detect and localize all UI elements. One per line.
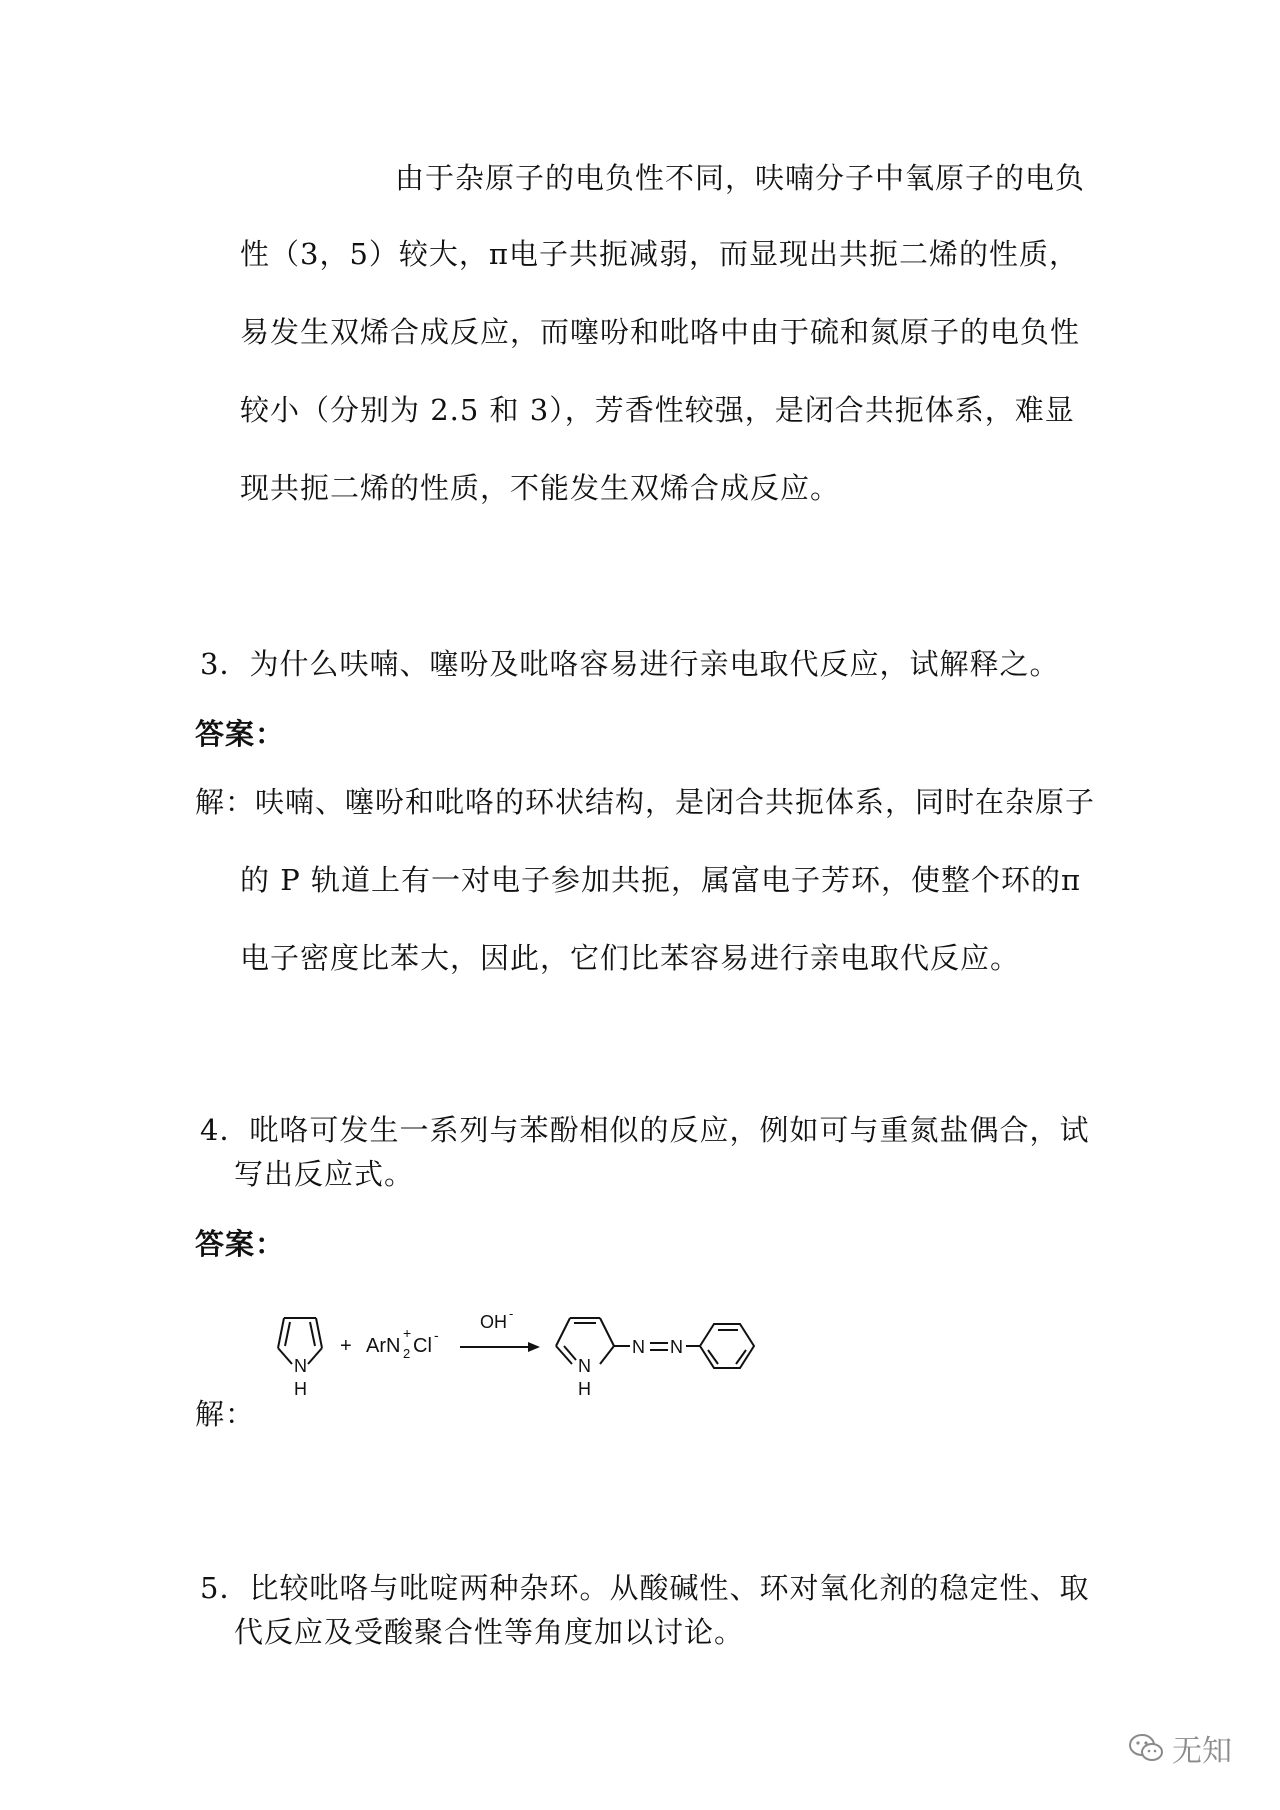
paragraph-line-4: 较小（分别为 2.5 和 3），芳香性较强，是闭合共扼体系，难显 bbox=[240, 393, 1075, 427]
paragraph-line-3: 易发生双烯合成反应，而噻吩和吡咯中由于硫和氮原子的电负性 bbox=[240, 315, 1081, 349]
paragraph-line-1: 由于杂原子的电负性不同，呋喃分子中氧原子的电负 bbox=[395, 161, 1086, 195]
pyrrole-n-label: N bbox=[294, 1356, 307, 1376]
product-n-label: N bbox=[578, 1356, 591, 1376]
question-3: 3．为什么呋喃、噻吩及吡咯容易进行亲电取代反应，试解释之。 bbox=[200, 647, 1060, 681]
azo-n2-label: N bbox=[670, 1337, 683, 1357]
diazonium-anion: Cl bbox=[413, 1335, 432, 1357]
reaction-condition-sup: - bbox=[509, 1306, 514, 1321]
paragraph-line-2: 性（3，5）较大，π电子共扼减弱，而显现出共扼二烯的性质， bbox=[240, 237, 1079, 271]
answer-3-line-3: 电子密度比苯大，因此，它们比苯容易进行亲电取代反应。 bbox=[240, 941, 1021, 975]
diazonium-sub: 2 bbox=[403, 1346, 411, 1361]
reaction-condition: OH bbox=[480, 1312, 507, 1332]
pyrrole-h-label: H bbox=[294, 1379, 307, 1399]
plus-sign: + bbox=[340, 1335, 352, 1357]
diazonium-anion-sup: - bbox=[434, 1327, 439, 1343]
reaction-scheme bbox=[270, 1300, 790, 1410]
reaction-arrow bbox=[460, 1342, 540, 1352]
azo-n1-label: N bbox=[632, 1337, 645, 1357]
paragraph-line-5: 现共扼二烯的性质，不能发生双烯合成反应。 bbox=[240, 471, 841, 505]
question-5-line-1: 5．比较吡咯与吡啶两种杂环。从酸碱性、环对氧化剂的稳定性、取 bbox=[200, 1571, 1090, 1605]
question-4-line-1: 4．吡咯可发生一系列与苯酚相似的反应，例如可与重氮盐偶合，试 bbox=[200, 1113, 1090, 1147]
watermark-text: 无知 bbox=[1172, 1734, 1232, 1769]
watermark bbox=[1128, 1728, 1232, 1768]
answer-label-4: 答案： bbox=[195, 1227, 286, 1261]
solution-prefix-4: 解： bbox=[195, 1397, 256, 1431]
diazonium-main: ArN bbox=[366, 1335, 401, 1357]
product-h-label: H bbox=[578, 1379, 591, 1399]
answer-label-3: 答案： bbox=[195, 717, 286, 751]
question-4-line-2: 写出反应式。 bbox=[234, 1157, 415, 1191]
answer-3-line-2: 的 P 轨道上有一对电子参加共扼，属富电子芳环，使整个环的π bbox=[240, 863, 1082, 897]
question-5-line-2: 代反应及受酸聚合性等角度加以讨论。 bbox=[234, 1615, 745, 1649]
answer-3-line-1: 解：呋喃、噻吩和吡咯的环状结构，是闭合共扼体系，同时在杂原子 bbox=[195, 785, 1096, 819]
wechat-icon bbox=[1128, 1733, 1164, 1763]
diazonium-sup: + bbox=[403, 1325, 412, 1341]
